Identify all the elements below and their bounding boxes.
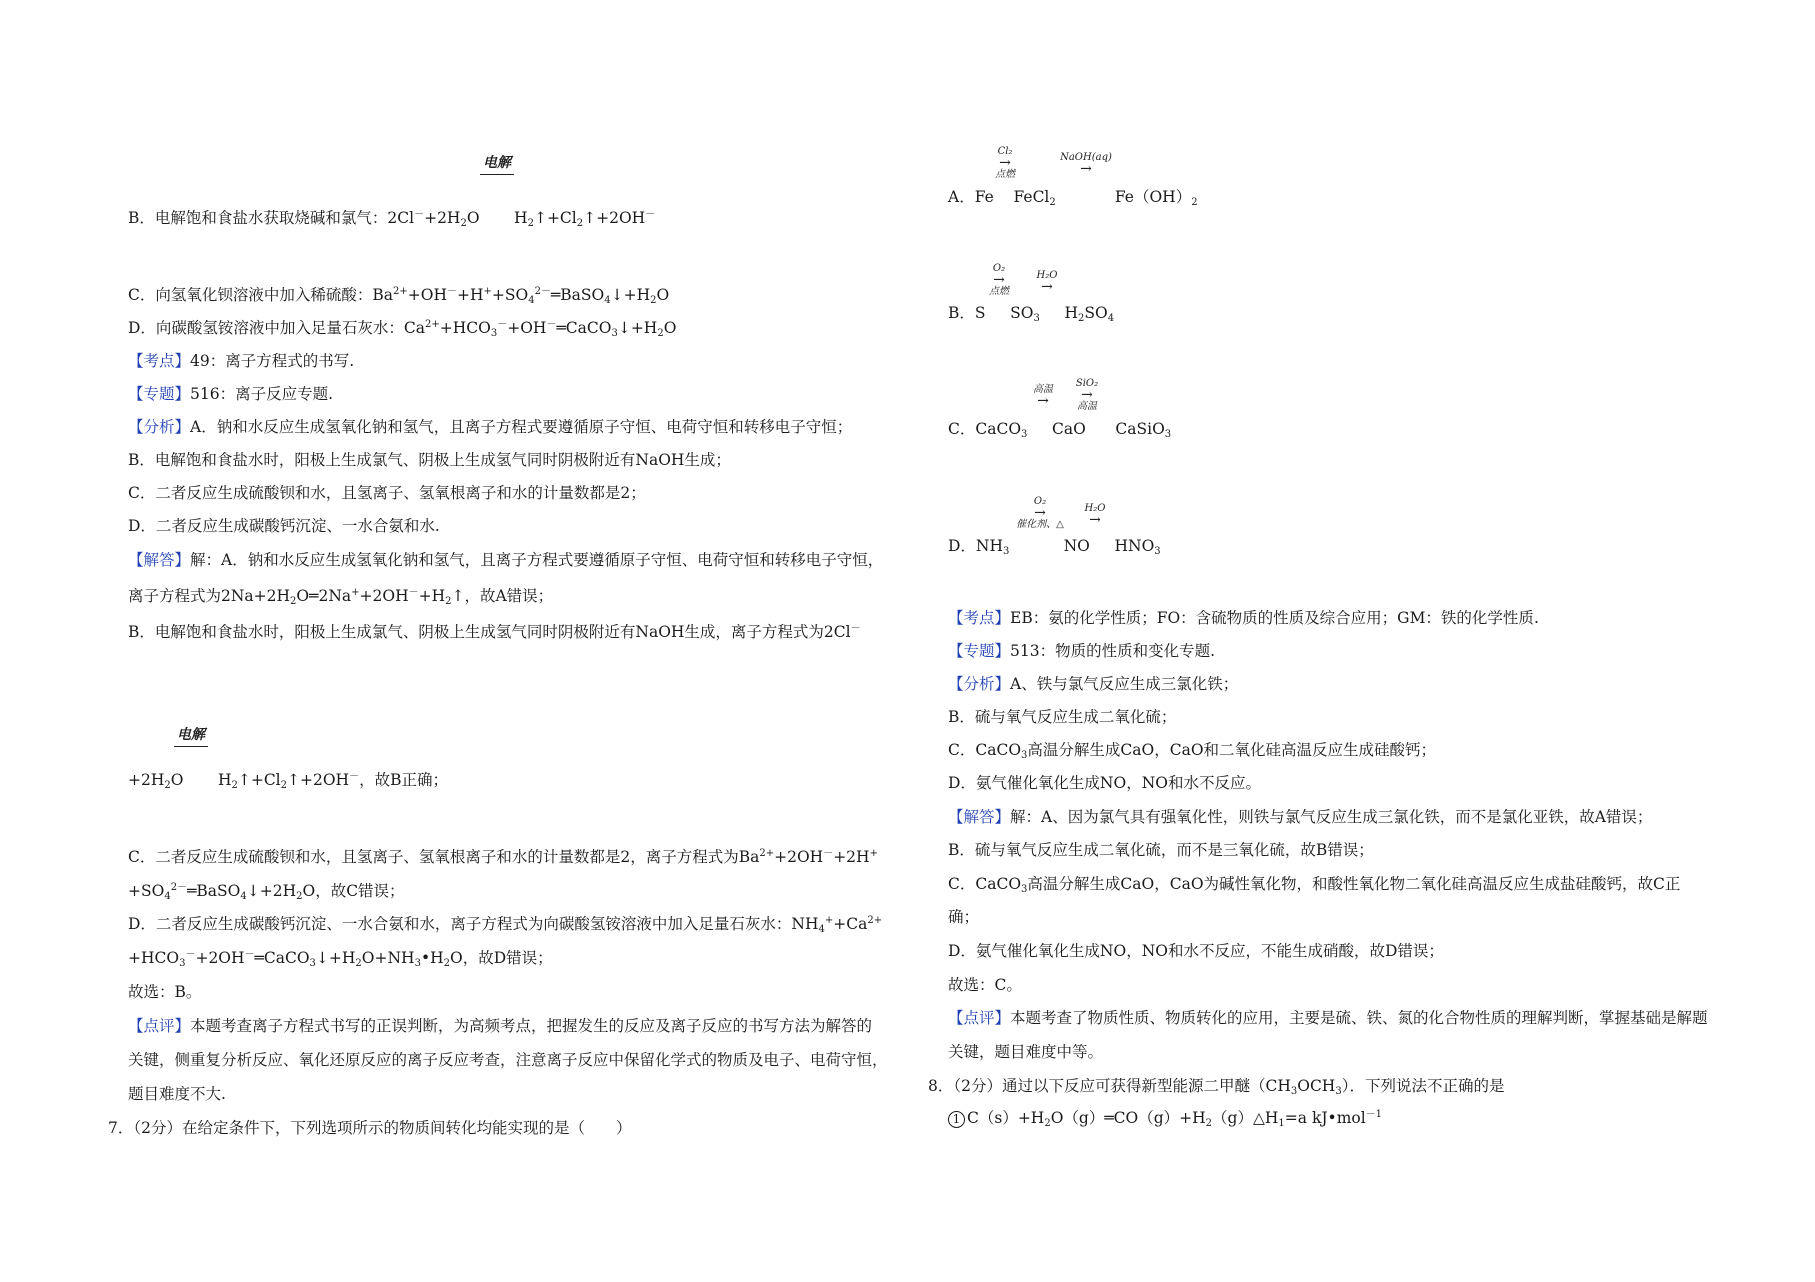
dianping-line-2: 关键，侧重复分析反应、氧化还原反应的离子反应考查，注意离子反应中保留化学式的物质及电子、电荷守恒， [128, 1051, 888, 1069]
r-jieda-line-a: 【解答】解：A、因为氯气具有强氧化性，则铁与氯气反应生成三氯化铁，而不是氯化亚铁，故A错误； [948, 808, 1653, 826]
r-fenxi-line-b: B．硫与氧气反应生成二氧化硫； [948, 708, 1177, 726]
option-c-condition-2: SiO₂ → 高温 [1075, 378, 1099, 412]
option-a-condition-1: Cl₂ → 点燃 [995, 146, 1015, 180]
jieda-line-d2: $+HCO_3^-+2OH^-═CaCO_3↓+H_2O+NH_3•H_2O$，故D错误； [128, 949, 553, 969]
electrolysis-condition: 电解 [480, 152, 514, 175]
question-8-reaction-1: 1 $C(s)+H_2O(g)═CO(g)+H_2(g)\triangle H_1=a$ kJ•mol$^{-1}$ [948, 1108, 1382, 1128]
question-7: 7．（2分）在给定条件下，下列选项所示的物质间转化均能实现的是（ ） [108, 1119, 632, 1137]
r-fenxi-line-a: 【分析】A、铁与氯气反应生成三氯化铁； [948, 675, 1239, 693]
jieda-line-a2: 离子方程式为$2Na+2H_2O═2Na^++2OH^-+H_2↑$，故A错误； [128, 587, 554, 607]
option-b-condition-1: O₂ → 点燃 [989, 263, 1009, 297]
option-b: B．S $SO_3$ $H_2SO_4$ [948, 304, 1115, 324]
jieda-line-b: B．电解饱和食盐水时，阳极上生成氯气、阴极上生成氢气同时阴极附近有NaOH生成，离子方程式为2Cl－ [128, 623, 861, 641]
option-c-condition-1: 高温 → [1033, 384, 1053, 409]
jieda-line-a: 【解答】解：A．钠和水反应生成氢氧化钠和氢气，且离子方程式要遵循原子守恒、电荷守恒和转移电子守恒， [128, 551, 884, 569]
option-d: D．$NH_3$ NO $HNO_3$ [948, 537, 1161, 557]
option-d-condition-1: O₂ → 催化剂、△ [1016, 496, 1064, 530]
answer-line: 故选：B。 [128, 983, 202, 1001]
jieda-line-c2: $+SO_4^{2-}═BaSO_4↓+2H_2O$，故C错误； [128, 882, 405, 902]
r-answer-line: 故选：C。 [948, 976, 1022, 994]
option-a-condition-2: NaOH(aq) → [1060, 152, 1112, 177]
dianping-line-1: 【点评】本题考查离子方程式书写的正误判断，为高频考点，把握发生的反应及离子反应的书写方法为解答的 [128, 1017, 873, 1035]
r-zhuanti-line: 【专题】513：物质的性质和变化专题. [948, 642, 1216, 660]
r-jieda-line-c: C．CaCO$_3$高温分解生成CaO，CaO为碱性氧化物，和酸性氧化物二氧化硅高温反应生成盐硅酸钙，故C正 [948, 875, 1681, 895]
question-8: 8．（2分）通过以下反应可获得新型能源二甲醚$(CH_3OCH_3)$．下列说法不正确的是 [928, 1077, 1505, 1097]
fenxi-line-a: 【分析】A．钠和水反应生成氢氧化钠和氢气，且离子方程式要遵循原子守恒、电荷守恒和转移电子守恒； [128, 418, 853, 436]
jieda-line-b2: $+2H_2O$ $H_2↑+Cl_2↑+2OH^-$，故B正确； [128, 771, 448, 791]
r-jieda-line-d: D．氨气催化氧化生成NO，NO和水不反应，不能生成硝酸，故D错误； [948, 942, 1444, 960]
option-c-equation: C．向氢氧化钡溶液中加入稀硫酸：$Ba^{2+}+OH^-+H^++SO_4^{2-}═BaSO_4↓+H_2O$ [128, 286, 670, 306]
fenxi-line-c: C．二者反应生成硫酸钡和水，且氢离子、氢氧根离子和水的计量数都是2； [128, 484, 646, 502]
r-dianping-line-2: 关键，题目难度中等。 [948, 1043, 1104, 1061]
dianping-line-3: 题目难度不大. [128, 1085, 226, 1103]
r-jieda-line-c2: 确； [948, 908, 980, 926]
r-dianping-line-1: 【点评】本题考查了物质性质、物质转化的应用，主要是硫、铁、氮的化合物性质的理解判断，掌握基础是解题 [948, 1009, 1708, 1027]
option-d-condition-2: H₂O → [1084, 503, 1106, 528]
fenxi-line-b: B．电解饱和食盐水时，阳极上生成氯气、阴极上生成氢气同时阴极附近有NaOH生成； [128, 451, 731, 469]
electrolysis-condition-2: 电解 [174, 724, 208, 747]
option-c: C．CaCO$_3$ CaO CaSiO$_3$ [948, 420, 1172, 440]
jieda-line-d: D．二者反应生成碳酸钙沉淀、一水合氨和水，离子方程式为向碳酸氢铵溶液中加入足量石灰水：$NH_4^++Ca^{2+}$ [128, 915, 883, 935]
circled-number: 1 [948, 1111, 965, 1128]
r-jieda-line-b: B．硫与氧气反应生成二氧化硫，而不是三氧化硫，故B错误； [948, 841, 1374, 859]
option-a: A．Fe FeCl$_2$ $Fe(OH)_2$ [948, 188, 1198, 208]
option-d-equation: D．向碳酸氢铵溶液中加入足量石灰水：$Ca^{2+}+HCO_3^-+OH^-═CaCO_3↓+H_2O$ [128, 319, 677, 339]
r-kaodian-line: 【考点】EB：氨的化学性质；FO：含硫物质的性质及综合应用；GM：铁的化学性质. [948, 609, 1539, 627]
r-fenxi-line-c: C．CaCO$_3$高温分解生成CaO，CaO和二氧化硅高温反应生成硅酸钙； [948, 741, 1437, 761]
option-b-condition-2: H₂O → [1036, 270, 1058, 295]
jieda-line-c: C．二者反应生成硫酸钡和水，且氢离子、氢氧根离子和水的计量数都是2，离子方程式为$Ba^{2+}+2OH^-+2H^+$ [128, 848, 878, 866]
r-fenxi-line-d: D．氨气催化氧化生成NO，NO和水不反应。 [948, 774, 1261, 792]
option-b-equation: B．电解饱和食盐水获取烧碱和氯气：$2Cl^-+2H_2O$ $H_2↑+Cl_2↑+2OH^-$ [128, 209, 656, 229]
kaodian-line: 【考点】49：离子方程式的书写. [128, 352, 355, 370]
fenxi-line-d: D．二者反应生成碳酸钙沉淀、一水合氨和水. [128, 517, 440, 535]
zhuanti-line: 【专题】516：离子反应专题. [128, 385, 334, 403]
